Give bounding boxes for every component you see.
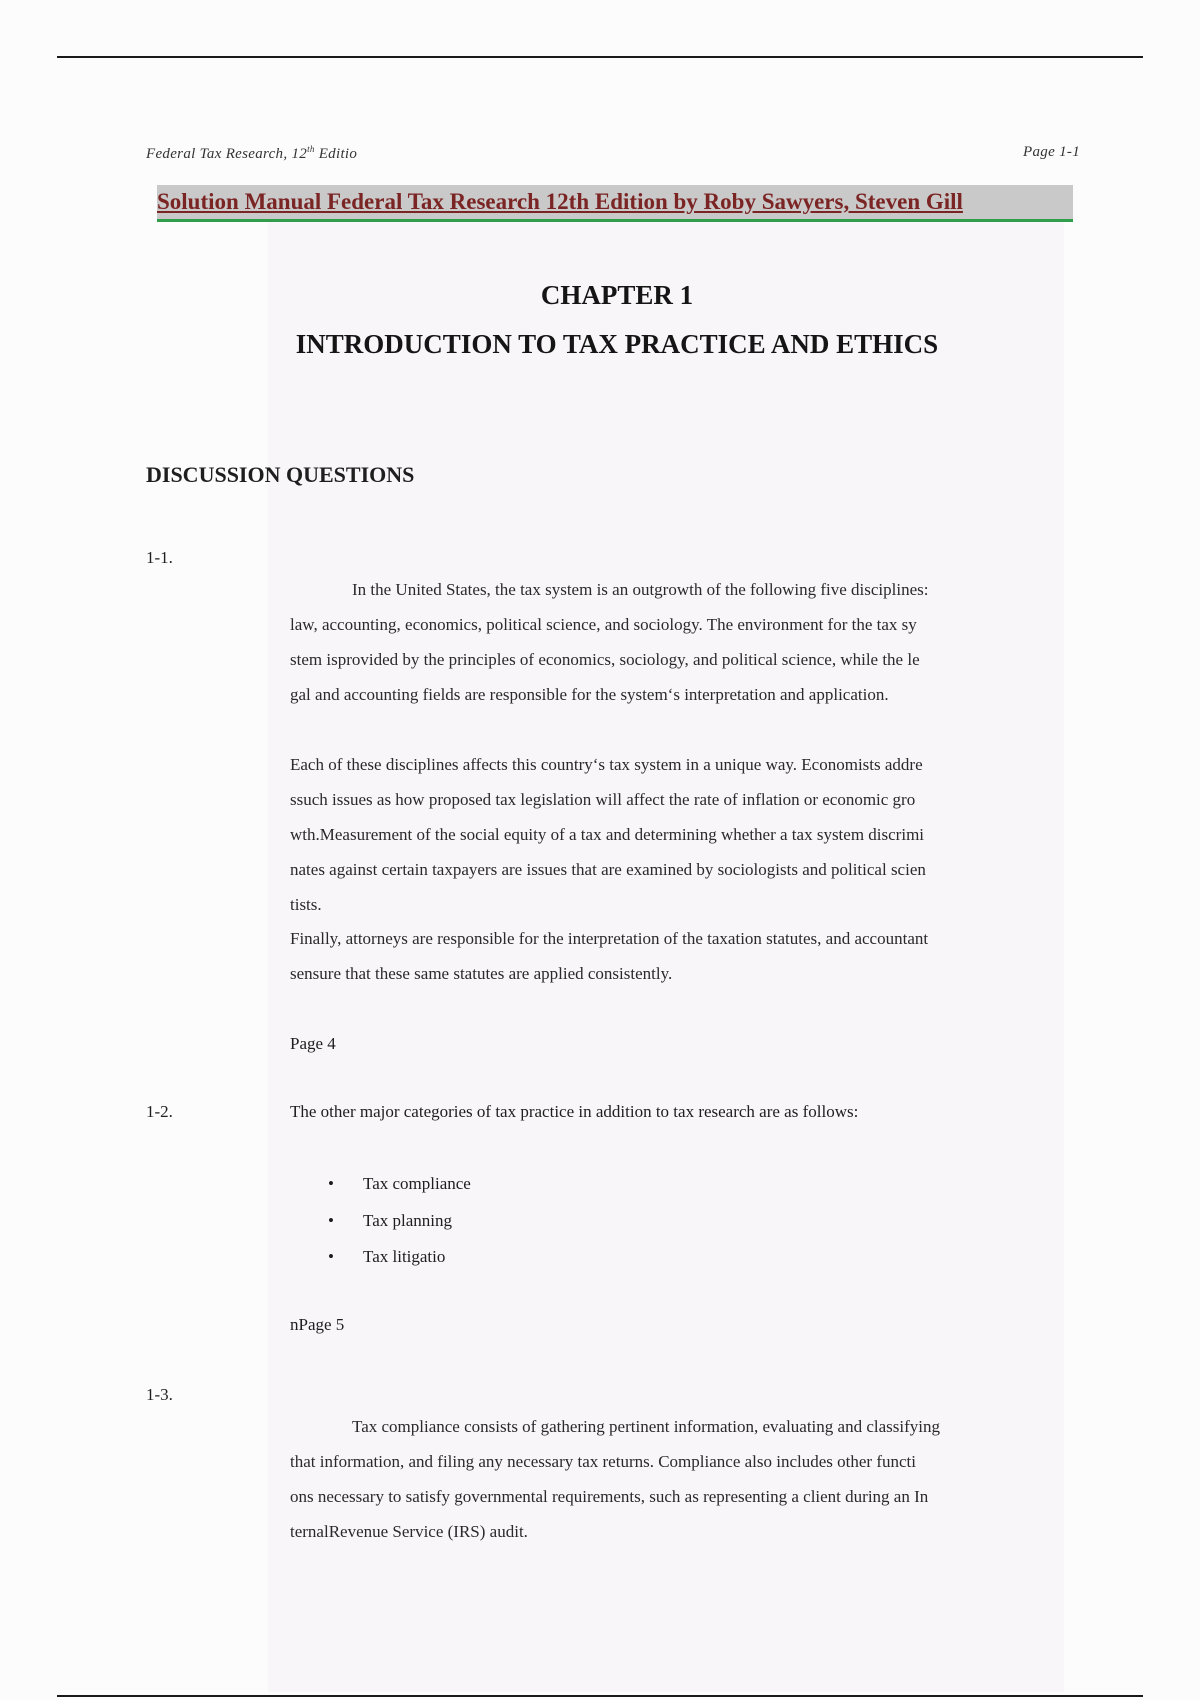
page-reference: nPage 5 xyxy=(290,1315,345,1334)
text-line: nates against certain taxpayers are issues that are examined by sociologists and political scien xyxy=(290,860,926,879)
text-line: tists. xyxy=(290,895,322,914)
answer-paragraph xyxy=(290,1409,1060,1549)
text-line: law, accounting, economics, political science, and sociology. The environment for the tax sy xyxy=(290,615,917,634)
chapter-number: CHAPTER 1 xyxy=(540,280,694,310)
text-line: Tax compliance consists of gathering pertinent information, evaluating and classifying xyxy=(352,1417,940,1436)
question-number: 1-3. xyxy=(146,1385,173,1404)
text-line: Finally, attorneys are responsible for the interpretation of the taxation statutes, and accountant xyxy=(290,929,929,948)
answer-paragraph xyxy=(290,572,1060,712)
text-line: that information, and filing any necessary tax returns. Compliance also includes other functi xyxy=(290,1452,916,1471)
list-item: • Tax litigatio xyxy=(290,1239,471,1276)
question-number: 1-2. xyxy=(146,1102,173,1121)
bullet-icon: • xyxy=(328,1247,334,1266)
section-title: DISCUSSION QUESTIONS xyxy=(146,462,415,487)
text-line: ons necessary to satisfy governmental requirements, such as representing a client during an In xyxy=(290,1487,929,1506)
list-item: • Tax planning xyxy=(290,1203,471,1240)
text-line: ssuch issues as how proposed tax legislation will affect the rate of inflation or economic gro xyxy=(290,790,916,809)
chapter-title: INTRODUCTION TO TAX PRACTICE AND ETHICS xyxy=(295,329,939,359)
running-header-page: Page 1-1 xyxy=(1023,144,1080,160)
bullet-list xyxy=(290,1166,471,1276)
list-item: • Tax compliance xyxy=(290,1166,471,1203)
bullet-icon: • xyxy=(328,1174,334,1193)
text-line: stem isprovided by the principles of economics, sociology, and political science, while the le xyxy=(290,650,920,669)
top-rule xyxy=(57,56,1143,58)
text-line: wth.Measurement of the social equity of a tax and determining whether a tax system discrimi xyxy=(290,825,925,844)
solution-manual-banner: Solution Manual Federal Tax Research 12th Edition by Roby Sawyers, Steven Gill xyxy=(157,185,1073,222)
bullet-icon: • xyxy=(328,1210,334,1230)
page-reference: Page 4 xyxy=(290,1034,336,1053)
text-line: Each of these disciplines affects this country‘s tax system in a unique way. Economists addre xyxy=(290,755,923,774)
text-line: sensure that these same statutes are applied consistently. xyxy=(290,964,673,983)
answer-paragraph xyxy=(290,747,1060,922)
text-line: gal and accounting fields are responsible for the system‘s interpretation and application. xyxy=(290,685,889,704)
answer-paragraph xyxy=(290,921,1060,991)
question-number: 1-1. xyxy=(146,548,173,567)
answer-intro: The other major categories of tax practice in addition to tax research are as follows: xyxy=(290,1102,859,1121)
running-header-title: Federal Tax Research, 12th Editio xyxy=(146,144,358,162)
text-line: ternalRevenue Service (IRS) audit. xyxy=(290,1522,528,1541)
text-line: In the United States, the tax system is an outgrowth of the following five disciplines: xyxy=(352,580,929,599)
bottom-rule xyxy=(57,1695,1143,1697)
